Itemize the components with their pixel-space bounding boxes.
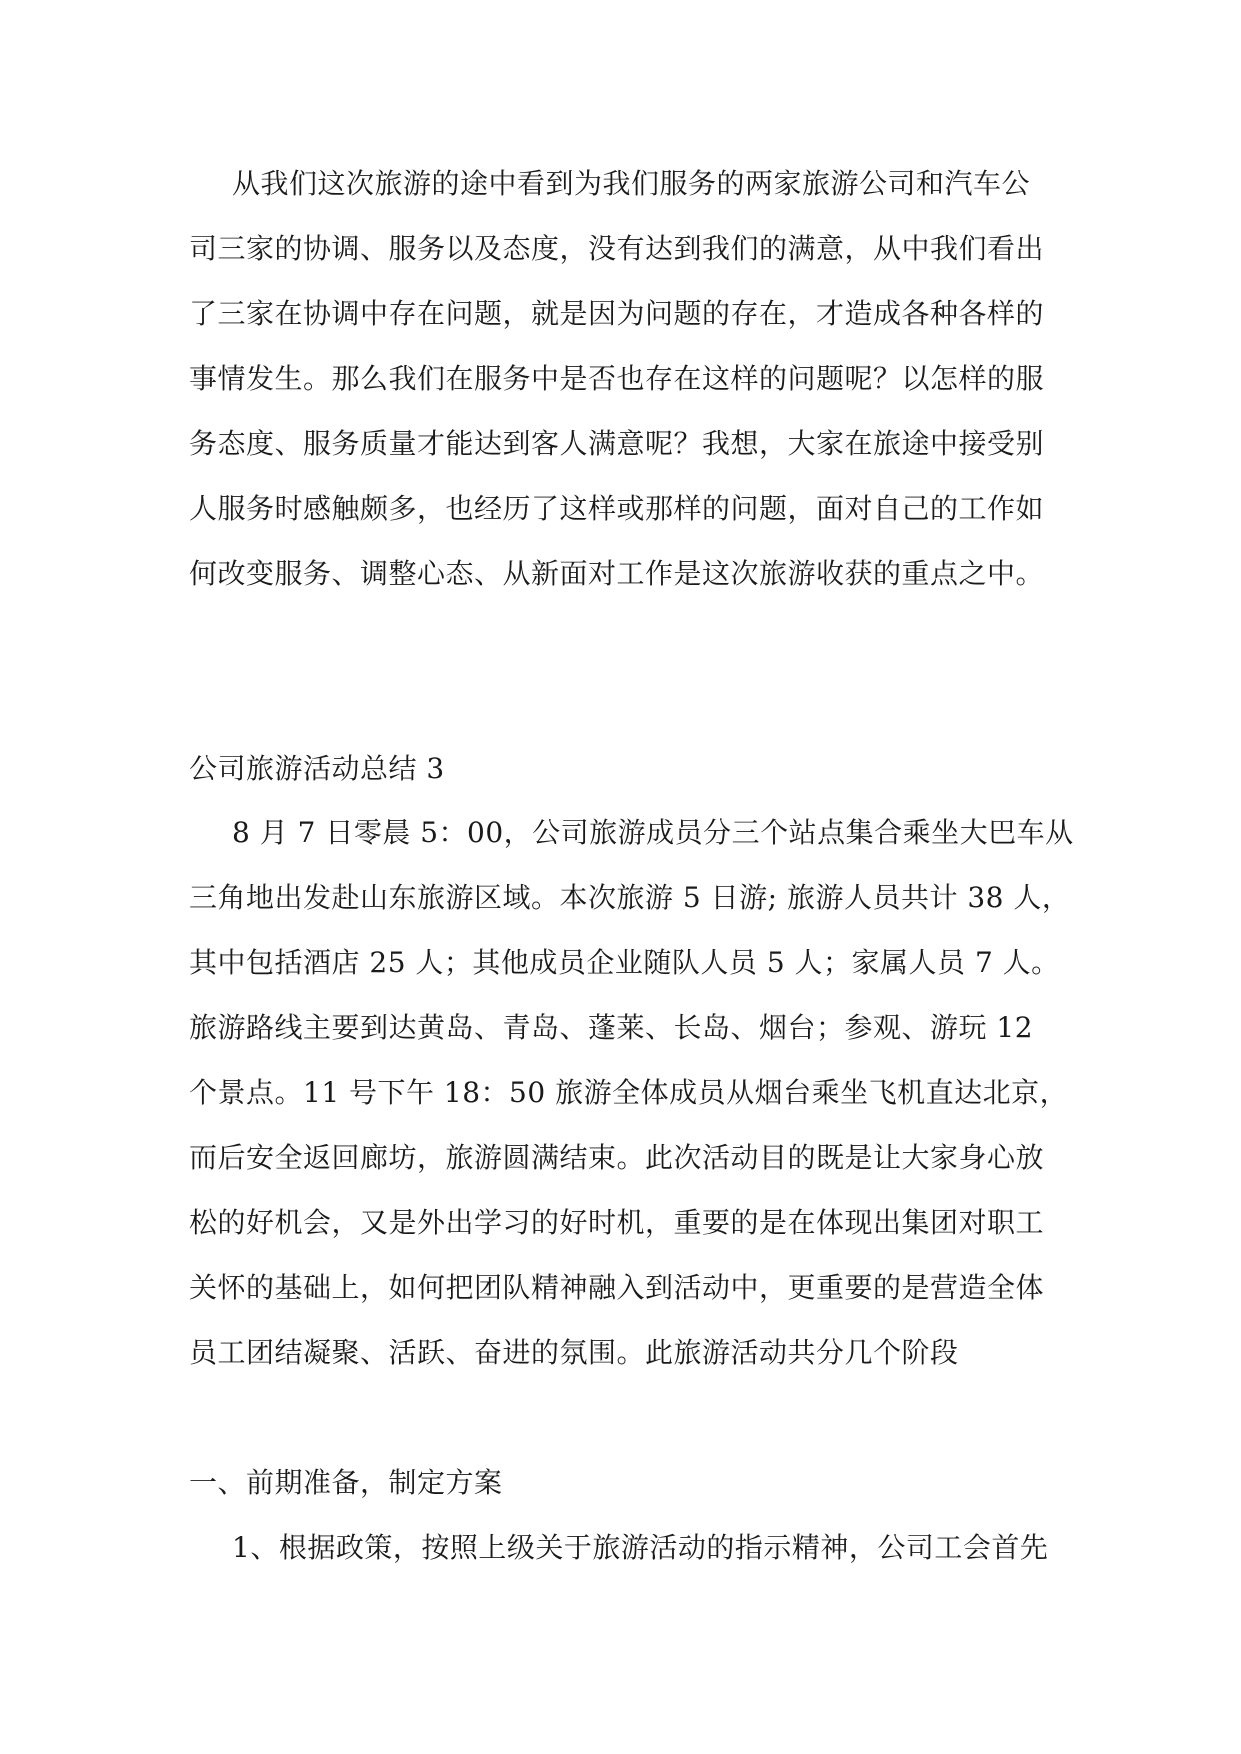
paragraph-line: 8 月 7 日零晨 5：00，公司旅游成员分三个站点集合乘坐大巴车从: [232, 816, 1074, 849]
paragraph-line: 而后安全返回廊坊，旅游圆满结束。此次活动目的既是让大家身心放: [189, 1141, 1045, 1174]
section-heading: 公司旅游活动总结 3: [189, 752, 445, 785]
paragraph-line: 1、根据政策，按照上级关于旅游活动的指示精神，公司工会首先: [232, 1531, 1049, 1564]
section-heading: 一、前期准备，制定方案: [189, 1466, 503, 1499]
paragraph-line: 个景点。11 号下午 18：50 旅游全体成员从烟台乘坐飞机直达北京，: [189, 1076, 1069, 1109]
paragraph-line: 了三家在协调中存在问题，就是因为问题的存在，才造成各种各样的: [189, 297, 1045, 330]
paragraph-line: 员工团结凝聚、活跃、奋进的氛围。此旅游活动共分几个阶段: [189, 1336, 959, 1369]
paragraph-line: 人服务时感触颇多，也经历了这样或那样的问题，面对自己的工作如: [189, 492, 1045, 525]
paragraph-line: 旅游路线主要到达黄岛、青岛、蓬莱、长岛、烟台；参观、游玩 12: [189, 1011, 1034, 1044]
paragraph-line: 司三家的协调、服务以及态度，没有达到我们的满意，从中我们看出: [189, 232, 1045, 265]
paragraph-line: 从我们这次旅游的途中看到为我们服务的两家旅游公司和汽车公: [232, 167, 1031, 200]
paragraph-line: 松的好机会，又是外出学习的好时机，重要的是在体现出集团对职工: [189, 1206, 1045, 1239]
paragraph-line: 事情发生。那么我们在服务中是否也存在这样的问题呢？以怎样的服: [189, 362, 1045, 395]
paragraph-line: 其中包括酒店 25 人；其他成员企业随队人员 5 人；家属人员 7 人。: [189, 946, 1060, 979]
paragraph-line: 何改变服务、调整心态、从新面对工作是这次旅游收获的重点之中。: [189, 557, 1045, 590]
paragraph-line: 关怀的基础上，如何把团队精神融入到活动中，更重要的是营造全体: [189, 1271, 1045, 1304]
paragraph-line: 务态度、服务质量才能达到客人满意呢？我想，大家在旅途中接受别: [189, 427, 1045, 460]
paragraph-line: 三角地出发赴山东旅游区域。本次旅游 5 日游; 旅游人员共计 38 人，: [189, 881, 1071, 914]
